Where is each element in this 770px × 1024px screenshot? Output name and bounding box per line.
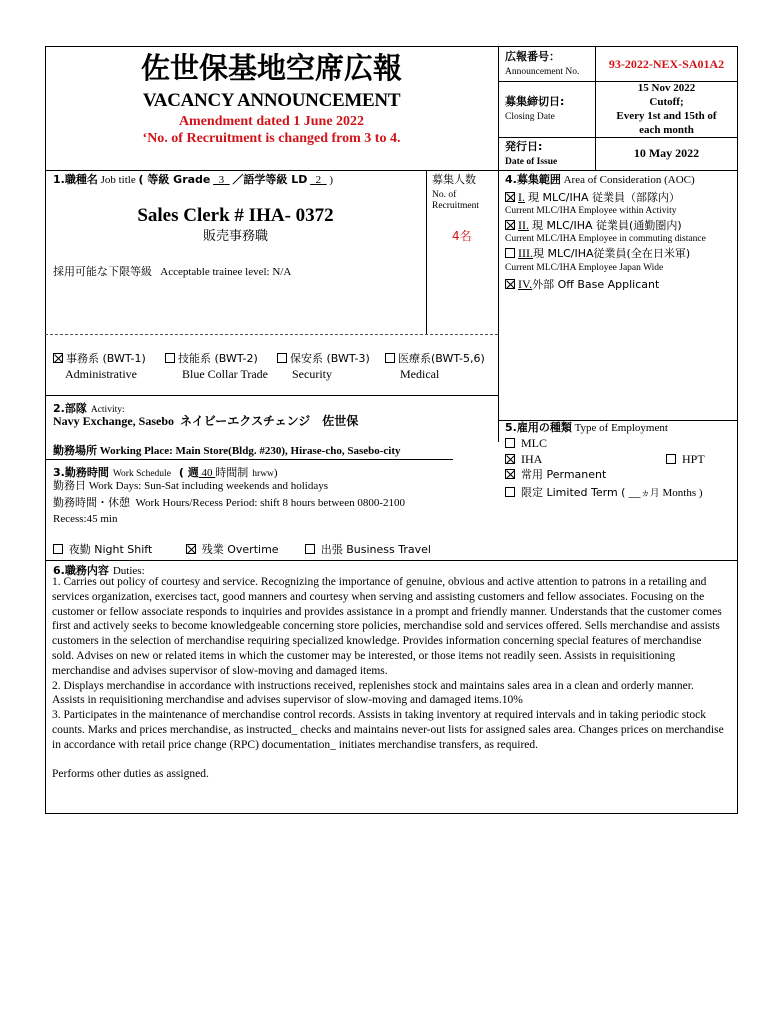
employment-permanent-checkbox[interactable] bbox=[505, 469, 515, 479]
aoc-label bbox=[505, 174, 695, 187]
aoc-3-sub: Current MLC/IHA Employee Japan Wide bbox=[505, 263, 664, 273]
issue-label-jp: 発行日: bbox=[505, 140, 543, 153]
shift-travel-checkbox[interactable] bbox=[305, 544, 315, 554]
divider-activity bbox=[45, 395, 498, 396]
category-security-label: 保安系 (BWT-3) bbox=[290, 352, 370, 365]
employment-permanent-label: 常用 Permanent bbox=[521, 468, 607, 481]
announcement-label-jp: 広報番号： bbox=[505, 50, 560, 63]
divider-working-place bbox=[45, 459, 453, 460]
work-days bbox=[53, 480, 328, 493]
issue-label-en: Date of Issue bbox=[505, 157, 558, 167]
category-blue-collar-checkbox[interactable] bbox=[165, 353, 175, 363]
shift-night-checkbox[interactable] bbox=[53, 544, 63, 554]
job-title-en: Sales Clerk # IHA- 0372 bbox=[137, 205, 334, 226]
duties-text bbox=[52, 575, 724, 781]
category-blue-collar-sub: Blue Collar Trade bbox=[182, 367, 268, 381]
employment-limited bbox=[505, 486, 703, 500]
duty-paragraph-3: 3. Participates in the maintenance of merchandise control records. Assists in taking inventory at required intervals and in taking periodic stock counts. Marks and prices merchandise, as instructed_ checks and maintains never-out lists for assigned sales area. Changes prices on merchandise in accordance with retail price change (RPC) documentation_ initiates merchandise transfers, as required. bbox=[52, 709, 724, 751]
aoc-3-checkbox[interactable] bbox=[505, 248, 515, 258]
issue-date: 10 May 2022 bbox=[633, 146, 700, 160]
schedule-week-pre: ( 週 bbox=[178, 466, 199, 479]
employment-hpt-checkbox[interactable] bbox=[666, 454, 676, 464]
amendment-date: Amendment dated 1 June 2022 bbox=[178, 114, 365, 129]
duties-label-en: Duties: bbox=[112, 565, 145, 577]
aoc-3-num: III. bbox=[518, 246, 533, 260]
aoc-4-text: 外部 Off Base Applicant bbox=[532, 278, 660, 291]
aoc-item-1 bbox=[505, 191, 680, 205]
title-en: VACANCY ANNOUNCEMENT bbox=[142, 90, 401, 111]
aoc-1-sub: Current MLC/IHA Employee within Activity bbox=[505, 206, 677, 216]
aoc-4-checkbox[interactable] bbox=[505, 279, 515, 289]
working-place-value: Working Place: Main Store(Bldg. #230), Hirase-cho, Sasebo-city bbox=[99, 445, 401, 457]
category-blue-collar-label: 技能系 (BWT-2) bbox=[178, 352, 258, 365]
category-admin-checkbox[interactable] bbox=[53, 353, 63, 363]
job-title-jp: 販売事務職 bbox=[202, 229, 268, 244]
shift-night bbox=[53, 544, 152, 557]
working-place bbox=[53, 445, 401, 458]
employment-mlc-label: MLC bbox=[521, 436, 548, 450]
employment-limited-unit: ヵ月 bbox=[640, 488, 660, 499]
job-label-en: Job title bbox=[100, 174, 136, 186]
employment-permanent bbox=[505, 468, 606, 482]
schedule-hours: 40 bbox=[201, 467, 213, 479]
aoc-item-2 bbox=[505, 219, 682, 233]
divider-main-vertical bbox=[498, 46, 499, 442]
trainee-value: Acceptable trainee level: N/A bbox=[160, 266, 292, 278]
aoc-item-3 bbox=[505, 247, 690, 261]
aoc-4-num: IV. bbox=[518, 277, 533, 291]
divider-header-bottom bbox=[45, 170, 738, 171]
category-security bbox=[277, 352, 370, 366]
employment-hpt bbox=[666, 453, 705, 467]
aoc-1-checkbox[interactable] bbox=[505, 192, 515, 202]
ld-value: 2 bbox=[315, 174, 322, 186]
aoc-2-num: II. bbox=[518, 218, 529, 232]
ld-label: ／語学等級 LD bbox=[232, 173, 308, 186]
employment-label-jp: 5.雇用の種類 bbox=[505, 421, 572, 434]
duty-paragraph-1: 1. Carries out policy of courtesy and service. Recognizing the importance of genuine, obvious and active attention to patrons in a retailing and services organization, exercises tact, good manners and courtesy when serving and assisting customers and fellow associates. Focusing on the customer or fellow associate responds to inquiries and provides assistance in a prompt and friendly manner. Understands that the customer comes first and actively seeks to become knowledgeable concerning store policies, merchandise sold and services offered. Sells merchandise and assists customers in the selection of merchandise requiring specialized knowledge. Provides information concerning special features of merchandise sold. Advises on new or related items in which the customer may be interested, or those items not readily seen. Assists in requisitioning merchandise and advises supervisor of slow-moving and damaged items. bbox=[52, 576, 722, 677]
category-admin bbox=[53, 352, 146, 366]
shift-overtime bbox=[186, 544, 279, 557]
aoc-1-num: I. bbox=[518, 190, 525, 204]
work-days-value: Work Days: Sun-Sat including weekends and holidays bbox=[88, 480, 328, 492]
aoc-item-4 bbox=[505, 278, 659, 292]
job-label-jp: 1.職種名 bbox=[53, 173, 98, 186]
duty-paragraph-2: 2. Displays merchandise in accordance with instructions received, replenishes stock and maintains sales area in a clean and orderly manner. Assists in requisitioning merchandise and advises supervisor of slow-moving and damaged items.10% bbox=[52, 679, 694, 707]
announcement-number: 93-2022-NEX-SA01A2 bbox=[608, 57, 725, 71]
employment-hpt-label: HPT bbox=[682, 452, 705, 466]
grade-value: 3 bbox=[218, 174, 225, 186]
aoc-2-text: 現 MLC/IHA 従業員(通勤圏内) bbox=[532, 219, 682, 232]
category-medical bbox=[385, 352, 485, 366]
employment-label-en: Type of Employment bbox=[574, 422, 668, 434]
employment-iha-checkbox[interactable] bbox=[505, 454, 515, 464]
recess: Recess:45 min bbox=[53, 513, 118, 525]
closing-line-3: Every 1st and 15th of bbox=[616, 110, 717, 122]
category-blue-collar bbox=[165, 352, 258, 366]
employment-mlc bbox=[505, 437, 547, 451]
work-hours-label-jp: 勤務時間・休憩 bbox=[53, 496, 130, 509]
schedule-hrww: hrww bbox=[252, 469, 274, 479]
grade-close-paren: ) bbox=[329, 174, 334, 186]
shift-travel bbox=[305, 544, 431, 557]
activity-name-en: Navy Exchange, Sasebo bbox=[53, 414, 175, 428]
employment-iha-label: IHA bbox=[521, 452, 543, 466]
employment-limited-blank[interactable]: __ bbox=[628, 485, 641, 499]
category-medical-checkbox[interactable] bbox=[385, 353, 395, 363]
aoc-label-jp: 4.募集範囲 bbox=[505, 173, 561, 186]
closing-label-en: Closing Date bbox=[505, 112, 555, 122]
category-security-sub: Security bbox=[292, 367, 332, 381]
activity-label-jp: 2.部隊 bbox=[53, 402, 87, 415]
employment-limited-checkbox[interactable] bbox=[505, 487, 515, 497]
employment-limited-label: 限定 Limited Term ( bbox=[521, 486, 626, 499]
employment-iha bbox=[505, 453, 542, 467]
shift-travel-label: 出張 Business Travel bbox=[320, 543, 431, 556]
work-hours-value: Work Hours/Recess Period: shift 8 hours between 0800-2100 bbox=[135, 497, 405, 509]
schedule-close: ) bbox=[273, 467, 278, 479]
aoc-3-text: 現 MLC/IHA従業員(全在日米軍) bbox=[533, 247, 691, 260]
employment-mlc-checkbox[interactable] bbox=[505, 438, 515, 448]
divider-categories bbox=[45, 334, 498, 335]
duties-footer: Performs other duties as assigned. bbox=[52, 767, 209, 780]
aoc-1-text: 現 MLC/IHA 従業員（部隊内） bbox=[528, 191, 681, 204]
work-hours bbox=[53, 497, 405, 510]
category-security-checkbox[interactable] bbox=[277, 353, 287, 363]
schedule-label-jp: 3.勤務時間 bbox=[53, 466, 109, 479]
employment-limited-post: Months ) bbox=[662, 487, 703, 499]
recruitment-label-en-1: No. of bbox=[432, 190, 457, 200]
category-admin-sub: Administrative bbox=[65, 367, 137, 381]
divider-recruitment bbox=[426, 170, 427, 334]
closing-label-jp: 募集締切日: bbox=[505, 95, 565, 108]
amendment-note: ‘No. of Recruitment is changed from 3 to 4. bbox=[142, 131, 401, 146]
schedule-label bbox=[53, 463, 278, 481]
schedule-label-en: Work Schedule bbox=[112, 469, 171, 479]
activity-value bbox=[53, 415, 358, 429]
duties-label-jp: 6.職務内容 bbox=[53, 564, 109, 577]
category-medical-label: 医療系(BWT-5,6) bbox=[398, 352, 485, 365]
aoc-2-checkbox[interactable] bbox=[505, 220, 515, 230]
schedule-week-post: 時間制 bbox=[215, 466, 249, 479]
divider-duties bbox=[45, 560, 738, 561]
shift-overtime-checkbox[interactable] bbox=[186, 544, 196, 554]
closing-line-2: Cutoff; bbox=[649, 96, 684, 108]
announcement-label-en: Announcement No. bbox=[505, 67, 580, 77]
work-days-label-jp: 勤務日 bbox=[53, 479, 86, 492]
category-medical-sub: Medical bbox=[400, 367, 440, 381]
activity-name-jp: ネイビーエクスチェンジ 佐世保 bbox=[180, 414, 359, 428]
job-title-label bbox=[53, 174, 333, 187]
activity-label-en: Activity: bbox=[90, 405, 125, 415]
closing-line-1: 15 Nov 2022 bbox=[637, 82, 696, 94]
aoc-label-en: Area of Consideration (AOC) bbox=[563, 174, 695, 186]
shift-night-label: 夜勤 Night Shift bbox=[68, 543, 153, 556]
closing-line-4: each month bbox=[639, 124, 694, 136]
grade-label: ( 等級 Grade bbox=[138, 173, 211, 186]
divider-closing bbox=[498, 137, 738, 138]
trainee-label-jp: 採用可能な下限等級 bbox=[53, 265, 152, 278]
title-jp: 佐世保基地空席広報 bbox=[140, 51, 402, 85]
working-place-label-jp: 勤務場所 bbox=[53, 444, 97, 457]
shift-overtime-label: 残業 Overtime bbox=[201, 543, 279, 556]
employment-label bbox=[505, 422, 668, 435]
recruitment-label-jp: 募集人数 bbox=[432, 173, 476, 186]
trainee-level bbox=[53, 266, 291, 279]
category-admin-label: 事務系 (BWT-1) bbox=[66, 352, 146, 365]
aoc-2-sub: Current MLC/IHA Employee in commuting distance bbox=[505, 234, 706, 244]
recruitment-label-en-2: Recruitment bbox=[432, 201, 479, 211]
recruitment-count: 4名 bbox=[452, 229, 472, 243]
